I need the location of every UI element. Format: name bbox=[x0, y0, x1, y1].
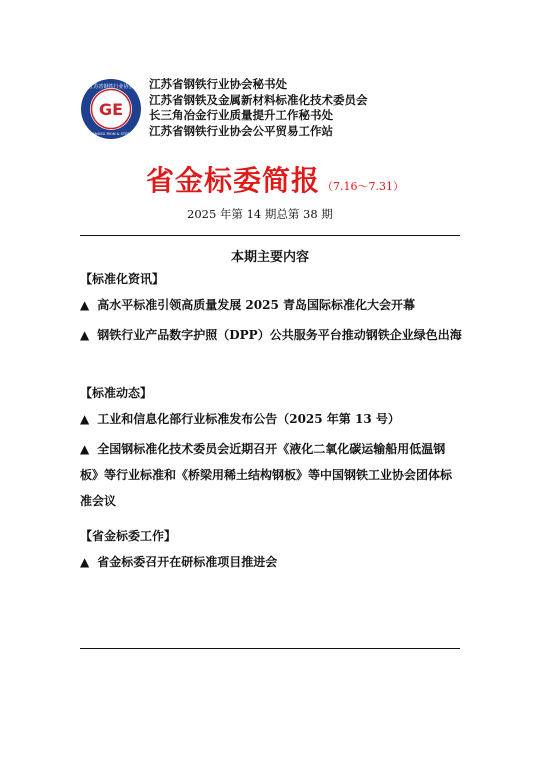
logo-center-text: GE bbox=[98, 100, 124, 119]
list-item[interactable] bbox=[80, 406, 462, 432]
organization-name: 江苏省钢铁及金属新材料标准化技术委员会 bbox=[149, 92, 368, 107]
issue-number: 2025 年第 14 期总第 38 期 bbox=[187, 207, 333, 221]
list-item-text: 工业和信息化部行业标准发布公告（2025 年第 13 号） bbox=[97, 412, 400, 426]
bottom-divider bbox=[80, 648, 460, 649]
section-heading: 【标准动态】 bbox=[80, 386, 153, 400]
list-item[interactable] bbox=[80, 292, 462, 318]
logo-ring-text: 江苏省钢铁行业协会 bbox=[88, 84, 134, 90]
triangle-bullet-icon: ▲ bbox=[80, 555, 90, 569]
section-heading: 【省金标委工作】 bbox=[80, 529, 177, 543]
list-item-text: 省金标委召开在研标准项目推进会 bbox=[97, 555, 278, 569]
list-item[interactable] bbox=[80, 549, 462, 575]
association-logo bbox=[80, 78, 142, 140]
list-item[interactable] bbox=[80, 436, 462, 514]
list-item[interactable] bbox=[80, 322, 462, 348]
triangle-bullet-icon: ▲ bbox=[80, 298, 90, 312]
contents-heading: 本期主要内容 bbox=[230, 250, 309, 265]
top-divider bbox=[80, 235, 460, 236]
association-emblem-icon bbox=[80, 78, 142, 140]
list-item-text: 全国钢标准化技术委员会近期召开《液化二氧化碳运输船用低温钢板》等行业标准和《桥梁用稀土结构钢板》等中国钢铁工业协会团体标准会议 bbox=[80, 442, 453, 508]
organization-name: 长三角冶金行业质量提升工作秘书处 bbox=[149, 108, 333, 122]
organization-list bbox=[149, 77, 368, 139]
newsletter-title bbox=[146, 159, 404, 199]
list-item-text: 钢铁行业产品数字护照（DPP）公共服务平台推动钢铁企业绿色出海 bbox=[97, 328, 462, 342]
organization-name: 江苏省钢铁行业协会秘书处 bbox=[149, 77, 287, 91]
list-item-text: 高水平标准引领高质量发展 2025 青岛国际标准化大会开幕 bbox=[97, 298, 415, 312]
triangle-bullet-icon: ▲ bbox=[80, 442, 90, 456]
section-heading: 【标准化资讯】 bbox=[80, 272, 165, 286]
title-main: 省金标委简报 bbox=[146, 164, 321, 197]
triangle-bullet-icon: ▲ bbox=[80, 328, 90, 342]
title-date-range: （7.16～7.31） bbox=[322, 180, 404, 193]
organization-name: 江苏省钢铁行业协会公平贸易工作站 bbox=[149, 123, 333, 138]
triangle-bullet-icon: ▲ bbox=[80, 412, 90, 426]
logo-ring-subtext: JIANGSU IRON & STEEL bbox=[90, 132, 132, 136]
